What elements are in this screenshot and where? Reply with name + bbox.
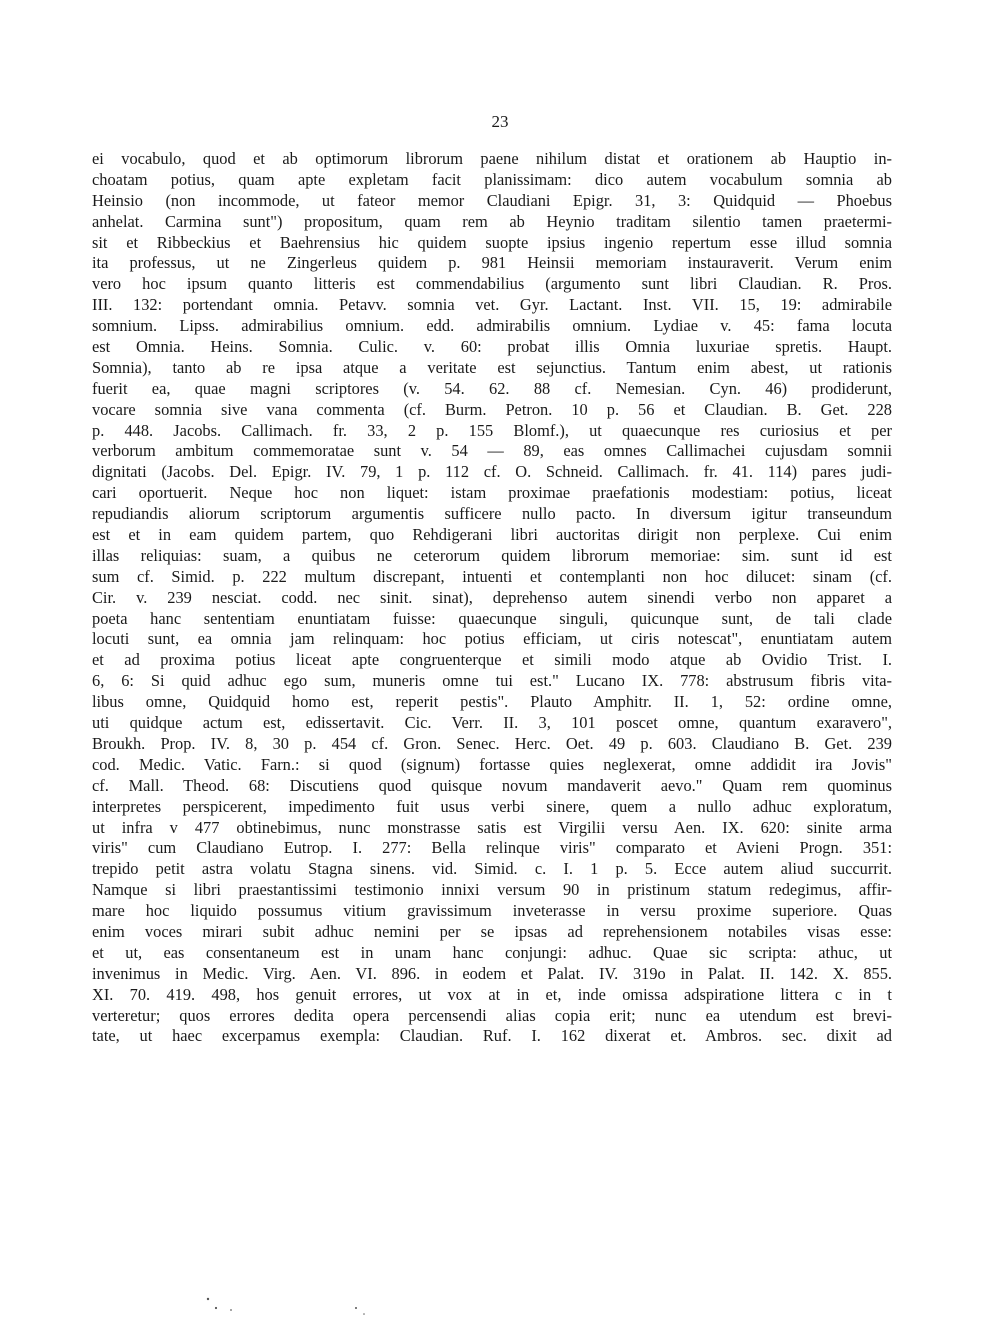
text-line: verteretur; quos errores dedita opera percensendi alias copia erit; nunc ea utendum est brevi- [92, 1005, 892, 1025]
text-line: vero hoc ipsum quanto litteris est commendabilius (argumento sunt libri Claudian. R. Pros. [92, 274, 892, 294]
text-line: sit et Ribbeckius et Baehrensius hic quidem suopte ipsius ingenio repertum esse illud somnia [92, 232, 892, 252]
text-line: illas reliquias: suam, a quibus ne ceterorum quidem librorum memoriae: sim. sunt id est [92, 545, 892, 565]
text-line: enim voces mirari subit adhuc nemini per se ipsas ad reprehensionem notabiles visas esse: [92, 921, 892, 941]
scan-speck [207, 1298, 209, 1300]
text-line: est Omnia. Heins. Somnia. Culic. v. 60: probat illis Omnia luxuriae spretis. Haupt. [92, 337, 892, 357]
text-line: et ut, eas consentaneum est in unam hanc conjungi: adhuc. Quae sic scripta: athuc, ut [92, 942, 892, 962]
text-line: libus omne, Quidquid homo est, reperit pestis". Plauto Amphitr. II. 1, 52: ordine omne, [92, 692, 892, 712]
text-line: p. 448. Jacobs. Callimach. fr. 33, 2 p. 155 Blomf.), ut quaecunque res curiosius et per [92, 420, 892, 440]
text-line: XI. 70. 419. 498, hos genuit errores, ut vox at in et, inde omissa adspiratione littera c in t [92, 984, 892, 1004]
text-line: verborum ambitum commemoratae sunt v. 54 — 89, eas omnes Callimachei cujusdam somnii [92, 441, 892, 461]
text-line: Somnia), tanto ab re ipsa atque a veritate est sejunctius. Tantum enim abest, ut rationis [92, 357, 892, 377]
text-line: 6, 6: Si quid adhuc ego sum, muneris omne tui est." Lucano IX. 778: abstrusum fibris vita- [92, 671, 892, 691]
text-line: anhelat. Carmina sunt") propositum, quam rem ab Heynio traditam silentio tamen praetermi- [92, 211, 892, 231]
text-line: cf. Mall. Theod. 68: Discutiens quod quisque novum mandaverit aevo." Quam rem quominus [92, 775, 892, 795]
text-line: ita professus, ut ne Zingerleus quidem p. 981 Heinsii memoriam instauraverit. Verum enim [92, 253, 892, 273]
text-line: viris" cum Claudiano Eutrop. I. 277: Bella relinque viris" comparato et Avieni Progn. 351: [92, 838, 892, 858]
scan-speck [215, 1307, 217, 1309]
text-line: Namque si libri praestantissimi testimonio innixi versum 90 in pristinum statum redegimus, affir- [92, 880, 892, 900]
text-line: locuti sunt, ea omnia jam relinquam: hoc potius efficiam, ut ciris notescat", enuntiatam autem [92, 629, 892, 649]
text-line: Broukh. Prop. IV. 8, 30 p. 454 cf. Gron. Senec. Herc. Oet. 49 p. 603. Claudiano B. Get. 239 [92, 733, 892, 753]
text-line: III. 132: portendant omnia. Petavv. somnia vet. Gyr. Lactant. Inst. VII. 15, 19: admirabile [92, 295, 892, 315]
scan-speck [355, 1307, 357, 1309]
text-line: somnium. Lipss. admirabilius omnium. edd. admirabilis omnium. Lydiae v. 45: fama locuta [92, 316, 892, 336]
text-line: invenimus in Medic. Virg. Aen. VI. 896. in eodem et Palat. IV. 319o in Palat. II. 142. X. 855. [92, 963, 892, 983]
scan-speck [363, 1313, 365, 1315]
text-line: uti quidque actum est, edissertavit. Cic. Verr. II. 3, 101 poscet omne, quantum exaravero", [92, 713, 892, 733]
text-line: ut infra v 477 obtinebimus, nunc monstrasse satis est Virgilii versu Aen. IX. 620: sinite arma [92, 817, 892, 837]
text-line: est et in eam quidem partem, quo Rehdigerani libri auctoritas dirigit non perplexe. Cui enim [92, 525, 892, 545]
text-line: fuerit ea, quae magni scriptores (v. 54. 62. 88 cf. Nemesian. Cyn. 46) prodiderunt, [92, 378, 892, 398]
text-line: sum cf. Simid. p. 222 multum discrepant, intuenti et contemplanti non hoc dilucet: sinam (cf. [92, 566, 892, 586]
text-line: et ad proxima potius liceat apte congruenterque et simili modo atque ab Ovidio Trist. I. [92, 650, 892, 670]
text-line: trepido petit astra volatu Stagna sinens. vid. Simid. c. I. 1 p. 5. Ecce autem aliud succurrit. [92, 859, 892, 879]
body-text [92, 149, 892, 1047]
text-line: cari oportuerit. Neque hoc non liquet: istam proximae praefationis modestiam: potius, liceat [92, 483, 892, 503]
page-number: 23 [491, 112, 509, 131]
text-line: vocare somnia sive vana commenta (cf. Burm. Petron. 10 p. 56 et Claudian. B. Get. 228 [92, 399, 892, 419]
text-line: tate, ut haec excerpamus exempla: Claudian. Ruf. I. 162 dixerat et. Ambros. sec. dixit ad [92, 1026, 892, 1046]
scan-speck [230, 1309, 232, 1311]
text-line: Cir. v. 239 nesciat. codd. nec sinit. sinat), deprehenso autem sinendi verbo non apparet a [92, 587, 892, 607]
text-line: Heinsio (non incommode, ut fateor memor Claudiani Epigr. 31, 3: Quidquid — Phoebus [92, 190, 892, 210]
text-line: choatam potius, quam apte expletam facit planissimam: dico autem vocabulum somnia ab [92, 169, 892, 189]
text-line: repudiandis aliorum scriptorum argumentis sufficere nullo pacto. In diversum igitur transeundum [92, 504, 892, 524]
text-line: interpretes perspicerent, impedimento fuit usus verbi sinere, quem a nullo adhuc exploratum, [92, 796, 892, 816]
text-line: ei vocabulo, quod et ab optimorum librorum paene nihilum distat et orationem ab Hauptio in- [92, 149, 892, 168]
text-line: dignitati (Jacobs. Del. Epigr. IV. 79, 1 p. 112 cf. O. Schneid. Callimach. fr. 41. 114) pares judi- [92, 462, 892, 482]
text-line: mare hoc liquido possumus vitium gravissimum inveterasse in versu proxime superiore. Quas [92, 901, 892, 921]
text-line: poeta hanc sententiam enuntiatam fuisse: quaecunque singuli, quicunque sunt, de tali clade [92, 608, 892, 628]
text-line: cod. Medic. Vatic. Farn.: si quod (signum) fortasse quies neglexerat, omne addidit ira Jovis" [92, 754, 892, 774]
